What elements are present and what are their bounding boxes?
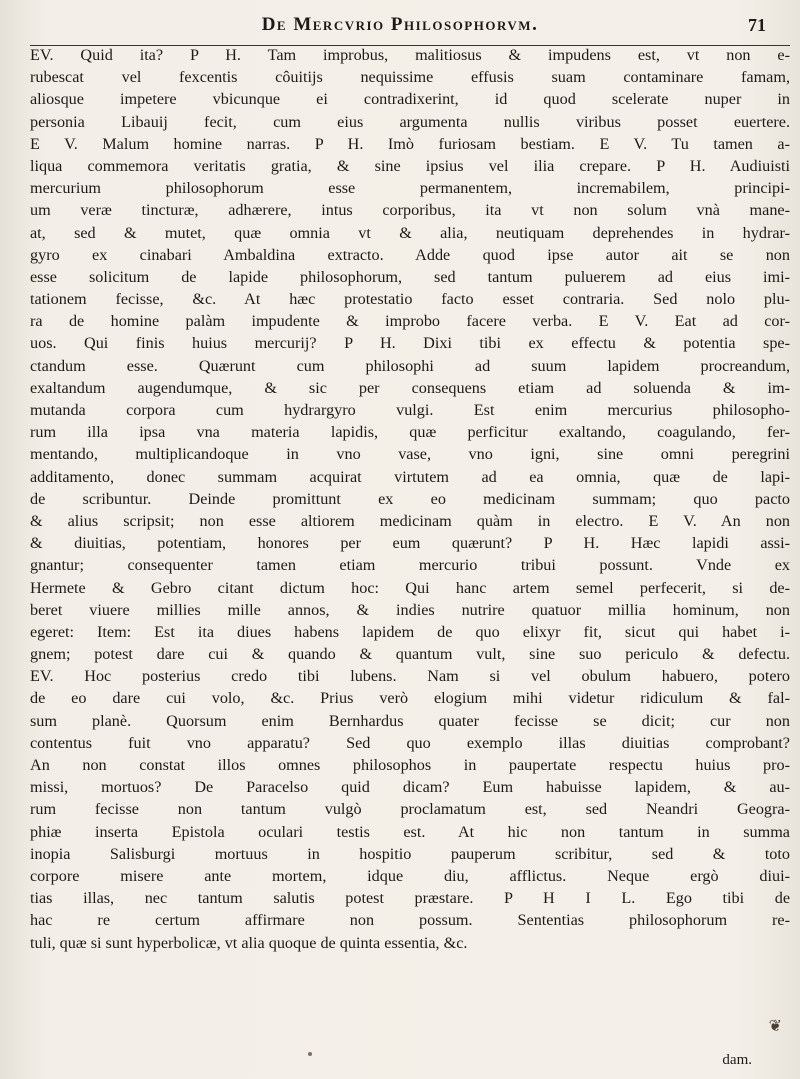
text-line: beret viuere millies mille annos, & indies nutrire quatuor millia hominum, non: [30, 600, 790, 619]
text-line: gnem; potest dare cui & quando & quantum vult, sine suo periculo & defectu.: [30, 645, 790, 664]
text-line: tias illas, nec tantum salutis potest præstare. P H I L. Ego tibi de: [30, 889, 790, 908]
catchword: dam.: [722, 1052, 752, 1068]
text-line: mentando, multiplicandoque in vno vase, vno igni, sine omni peregrini: [30, 445, 790, 464]
text-line: gyro ex cinabari Ambaldina extracto. Adde quod ipse autor ait se non: [30, 245, 790, 264]
text-line: aliosque impetere vbicunque ei contradixerint, id quod scelerate nuper in: [30, 90, 790, 109]
ink-dot: [308, 1052, 312, 1056]
text-line: contentus fuit vno apparatu? Sed quo exemplo illas diuitias comprobant?: [30, 733, 790, 752]
text-line: Hermete & Gebro citant dictum hoc: Qui hanc artem semel perfecerit, si de-: [30, 578, 790, 597]
text-line: hac re certum affirmare non possum. Sententias philosophorum re-: [30, 911, 790, 930]
text-line: de eo dare cui volo, &c. Prius verò elogium mihi videtur ridiculum & fal-: [30, 689, 790, 708]
text-line: mercurium philosophorum esse permanentem, incremabilem, principi-: [30, 179, 790, 198]
page-number: 71: [748, 15, 766, 35]
text-line: & alius scripsit; non esse altiorem medicinam quàm in electro. E V. An non: [30, 511, 790, 530]
margin-mark: ❦: [768, 1018, 782, 1035]
text-line: ra de homine palàm impudente & improbo facere verba. E V. Eat ad cor-: [30, 312, 790, 331]
text-line: gnantur; consequenter tamen etiam mercurio tribui possunt. Vnde ex: [30, 556, 790, 575]
text-line: EV. Quid ita? P H. Tam improbus, malitiosus & impudens est, vt non e-: [30, 46, 790, 64]
text-line: rubescat vel fexcentis côuitijs nequissime effusis suam contaminare famam,: [30, 68, 790, 87]
running-title: De Mercvrio Philosophorvm.: [261, 14, 539, 35]
text-line: de scribuntur. Deinde promittunt ex eo medicinam summam; quo pacto: [30, 489, 790, 508]
text-line: at, sed & mutet, quæ omnia vt & alia, neutiquam deprehendes in hydrar-: [30, 223, 790, 242]
text-line: mutanda corpora cum hydrargyro vulgi. Est enim mercurius philosopho-: [30, 401, 790, 419]
text-line: additamento, donec summam acquirat virtutem ad ea omnia, quæ de lapi-: [30, 467, 790, 486]
text-line: & diuitias, potentiam, honores per eum quærunt? P H. Hæc lapidi assi-: [30, 534, 790, 553]
text-line: egeret: Item: Est ita diues habens lapidem de quo elixyr fit, sicut qui habet i-: [30, 622, 790, 641]
text-line: missi, mortuos? De Paracelso quid dicam? Eum habuisse lapidem, & au-: [30, 778, 790, 797]
text-line: ctandum esse. Quærunt cum philosophi ad suum lapidem procreandum,: [30, 356, 790, 375]
text-line: An non constat illos omnes philosophos in paupertate respectu huius pro-: [30, 756, 790, 774]
text-line: corpore misere ante mortem, idque diu, afflictus. Neque ergò diui-: [30, 866, 790, 885]
text-line: liqua commemora veritatis gratia, & sine ipsius vel ilia crepare. P H. Audiuisti: [30, 156, 790, 175]
text-line: tuli, quæ si sunt hyperbolicæ, vt alia quoque de quinta essentia, &c.: [30, 933, 468, 952]
text-line: exaltandum augendumque, & sic per consequens etiam ad soluenda & im-: [30, 378, 790, 397]
text-line: rum fecisse non tantum vulgò proclamatum est, sed Neandri Geogra-: [30, 800, 790, 819]
text-line: rum illa ipsa vna materia lapidis, quæ perficitur exaltando, coagulando, fer-: [30, 423, 790, 442]
text-line: personia Libauij fecit, cum eius argumenta nullis viribus posset euertere.: [30, 112, 790, 131]
text-line: uos. Qui finis huius mercurij? P H. Dixi tibi ex effectu & potentia spe-: [30, 334, 790, 353]
text-line: sum planè. Quorsum enim Bernhardus quater fecisse se dicit; cur non: [30, 711, 790, 730]
text-line: EV. Hoc posterius credo tibi lubens. Nam si vel obulum habuero, potero: [30, 667, 790, 686]
text-line: um veræ tincturæ, adhærere, intus corporibus, ita vt non solum vnà mane-: [30, 201, 790, 220]
text-line: E V. Malum homine narras. P H. Imò furiosam bestiam. E V. Tu tamen a-: [30, 134, 790, 153]
text-line: esse solicitum de lapide philosophorum, sed tantum puluerem ad eius imi-: [30, 267, 790, 286]
text-line: inopia Salisburgi mortuus in hospitio pauperum scribitur, sed & toto: [30, 844, 790, 863]
page-header: [0, 8, 800, 44]
body-text: [30, 44, 790, 954]
text-line: tationem fecisse, &c. At hæc protestatio facto esset contraria. Sed nolo plu-: [30, 290, 790, 309]
text-line: phiæ inserta Epistola oculari testis est. At hic non tantum in summa: [30, 822, 790, 841]
